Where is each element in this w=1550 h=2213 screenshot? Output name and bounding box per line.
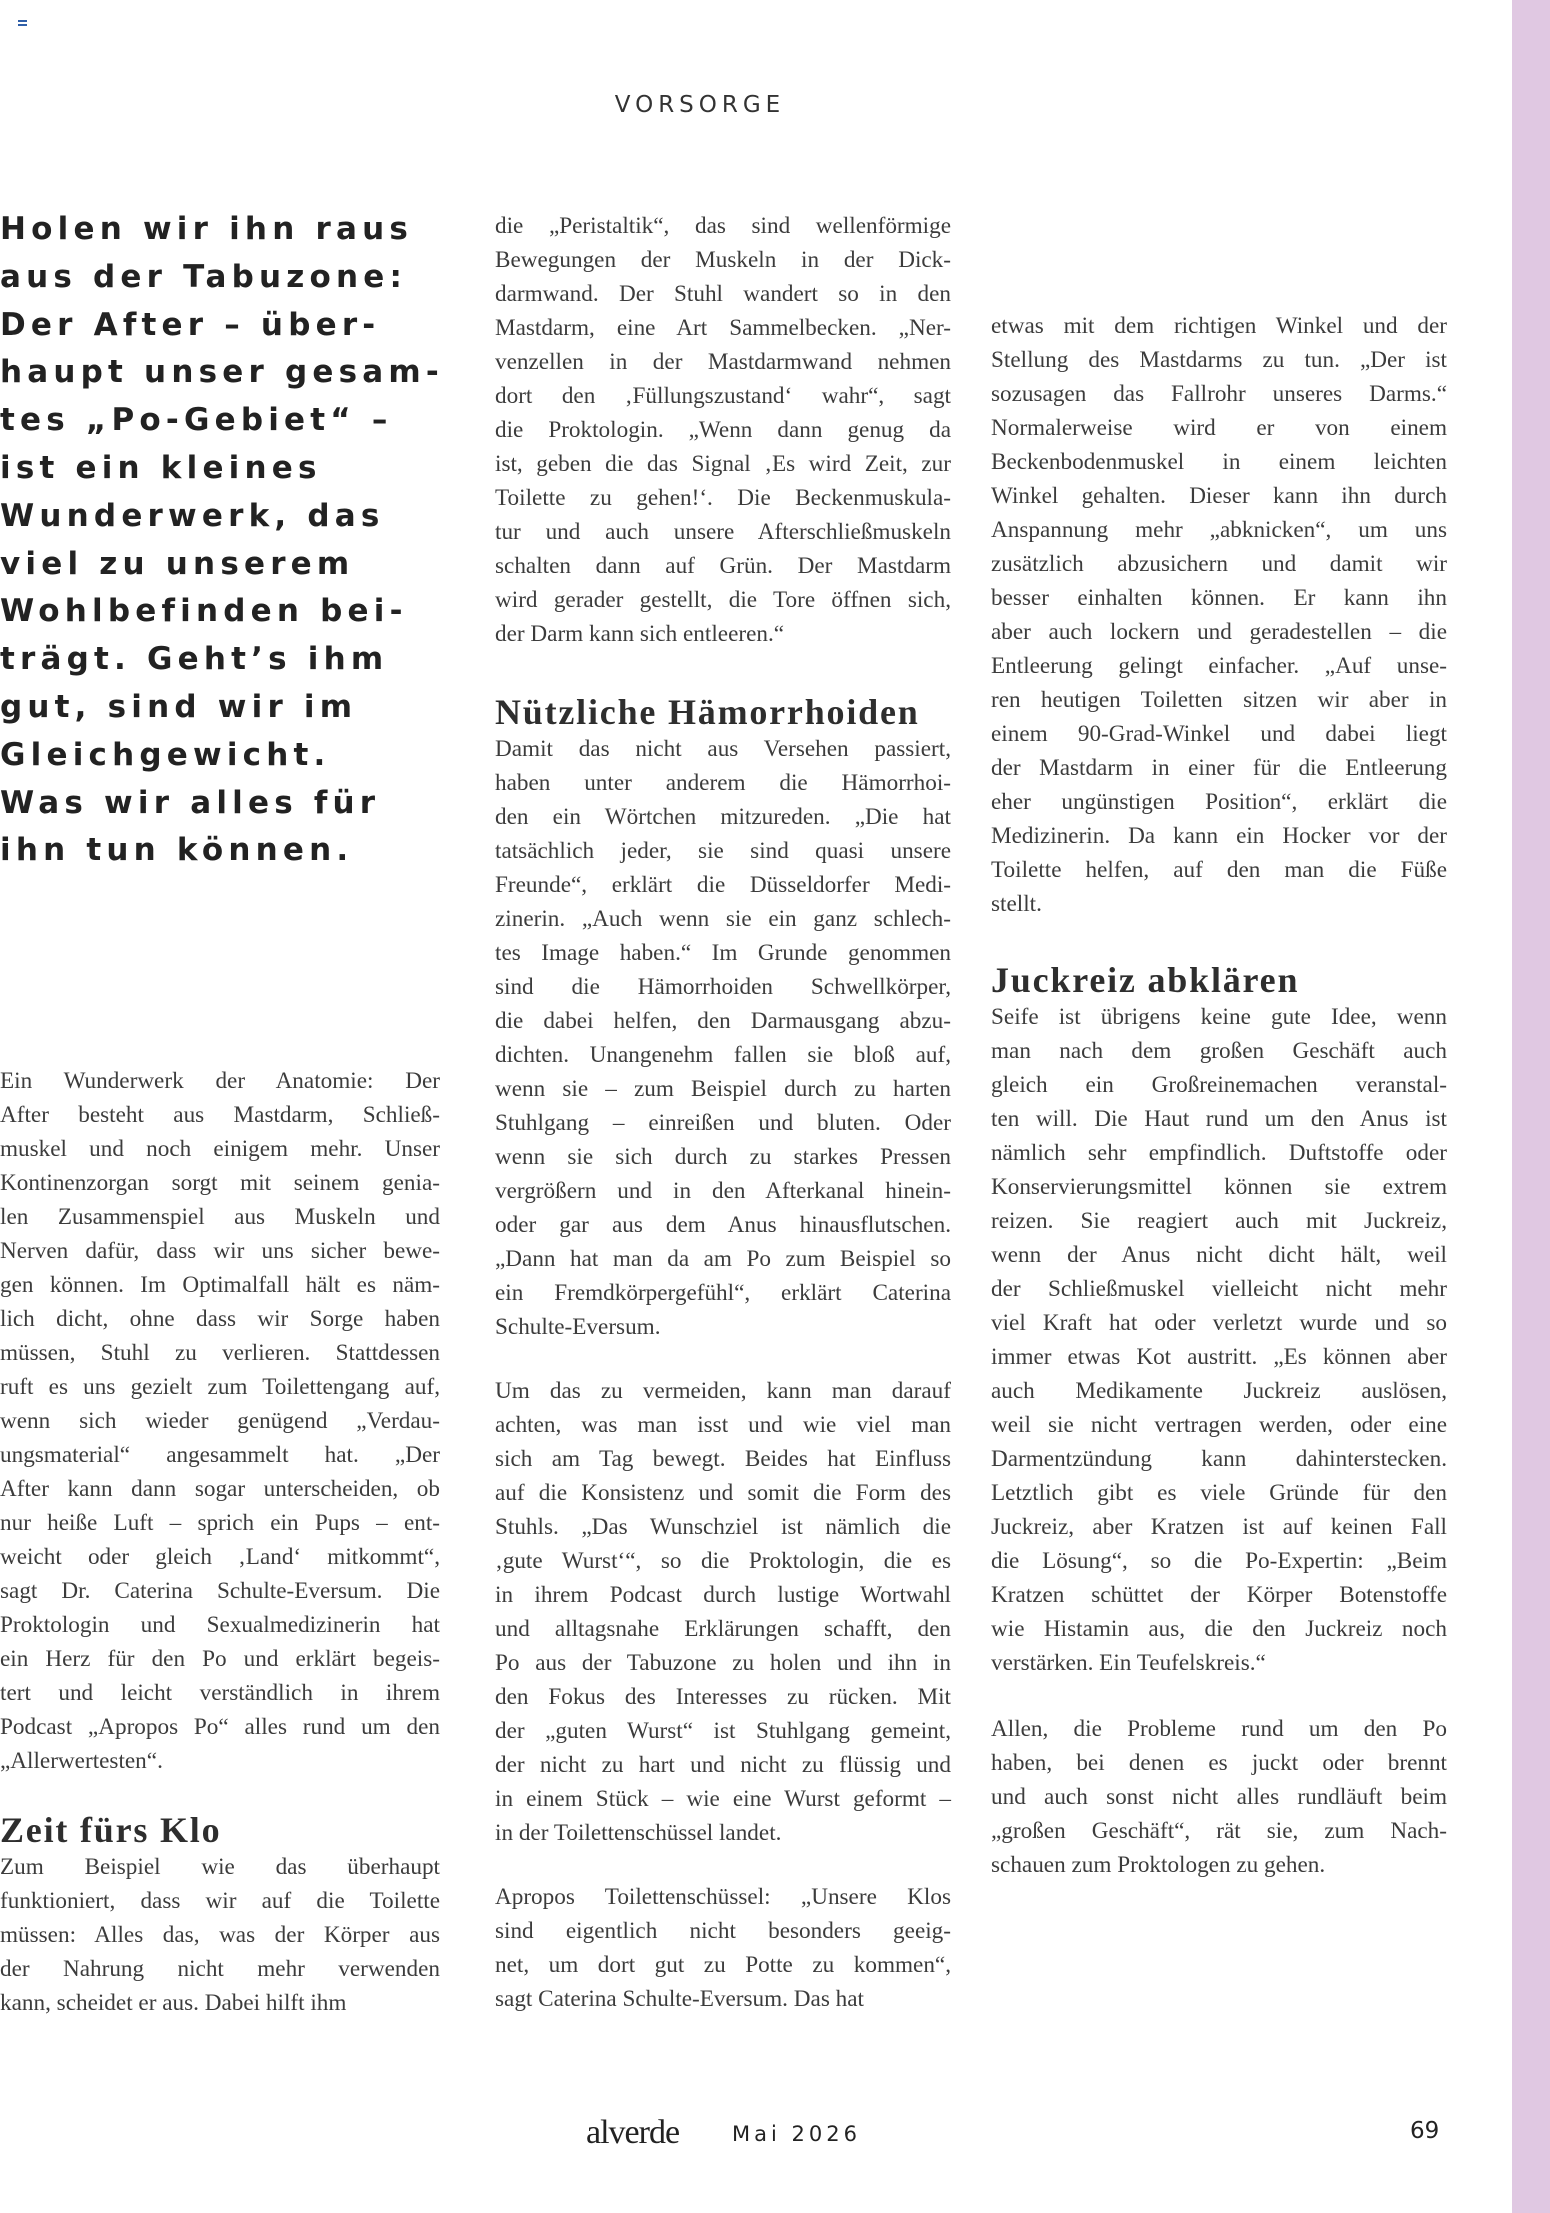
text-line: Proktologin und Sexualmedizinerin hat xyxy=(0,1612,440,1638)
text-line: venzellen in der Mastdarmwand nehmen xyxy=(495,349,951,375)
text-line: man nach dem großen Geschäft auch xyxy=(991,1038,1447,1064)
text-line: trägt. Geht’s ihm xyxy=(0,641,389,678)
text-line: Darmentzündung kann dahinterstecken. xyxy=(991,1446,1447,1472)
text-line: ist, geben die das Signal ‚Es wird Zeit, zur xyxy=(495,451,951,477)
text-line: Mastdarm, eine Art Sammelbecken. „Ner- xyxy=(495,315,951,341)
text-line: muskel und noch einigem mehr. Unser xyxy=(0,1136,440,1162)
text-line: Medizinerin. Da kann ein Hocker vor der xyxy=(991,823,1447,849)
text-line: haupt unser gesam- xyxy=(0,354,444,391)
text-line: auf die Konsistenz und somit die Form des xyxy=(495,1480,951,1506)
text-line: den Fokus des Interesses zu rücken. Mit xyxy=(495,1684,951,1710)
text-line: Seife ist übrigens keine gute Idee, wenn xyxy=(991,1004,1447,1030)
text-line: der Darm kann sich entleeren.“ xyxy=(495,621,785,647)
text-line: Stuhlgang – einreißen und bluten. Oder xyxy=(495,1110,951,1136)
text-line: achten, was man isst und wie viel man xyxy=(495,1412,951,1438)
text-line: einem 90-Grad-Winkel und dabei liegt xyxy=(991,721,1447,747)
text-line: wenn sie sich durch zu starkes Pressen xyxy=(495,1144,951,1170)
text-line: ihn tun können. xyxy=(0,832,354,869)
text-line: sagt Dr. Caterina Schulte-Eversum. Die xyxy=(0,1578,440,1604)
text-line: net, um dort gut zu Potte zu kommen“, xyxy=(495,1952,951,1978)
text-line: der nicht zu hart und nicht zu flüssig und xyxy=(495,1752,951,1778)
text-line: kann, scheidet er aus. Dabei hilft ihm xyxy=(0,1990,347,2016)
text-line: Kratzen schüttet der Körper Botenstoffe xyxy=(991,1582,1447,1608)
text-line: ren heutigen Toiletten sitzen wir aber in xyxy=(991,687,1447,713)
text-line: schauen zum Proktologen zu gehen. xyxy=(991,1852,1326,1878)
text-line: len Zusammenspiel aus Muskeln und xyxy=(0,1204,440,1230)
text-line: in einem Stück – wie eine Wurst geformt – xyxy=(495,1786,951,1812)
text-line: ist ein kleines xyxy=(0,449,322,486)
text-line: tur und auch unsere Afterschließmuskeln xyxy=(495,519,951,545)
text-line: Holen wir ihn raus xyxy=(0,211,413,247)
col2-para3 xyxy=(495,1880,951,2016)
text-line: sagt Caterina Schulte-Eversum. Das hat xyxy=(495,1986,864,2012)
text-line: gen können. Im Optimalfall hält es näm- xyxy=(0,1272,440,1298)
menu-icon xyxy=(18,20,27,26)
col2-para2 xyxy=(495,1374,951,1850)
text-line: tatsächlich jeder, sie sind quasi unsere xyxy=(495,838,951,864)
text-line: weil sie nicht vertragen werden, oder eine xyxy=(991,1412,1447,1438)
text-line: Um das zu vermeiden, kann man darauf xyxy=(495,1378,951,1404)
text-line: etwas mit dem richtigen Winkel und der xyxy=(991,313,1447,339)
text-line: ‚gute Wurst‘“, so die Proktologin, die es xyxy=(495,1548,951,1574)
text-line: Winkel gehalten. Dieser kann ihn durch xyxy=(991,483,1447,509)
text-line: müssen: Alles das, was der Körper aus xyxy=(0,1922,440,1948)
col2-para1 xyxy=(495,732,951,1344)
text-line: der Nahrung nicht mehr verwenden xyxy=(0,1956,440,1982)
text-line: sind eigentlich nicht besonders geeig- xyxy=(495,1918,951,1944)
text-line: nur heiße Luft – sprich ein Pups – ent- xyxy=(0,1510,440,1536)
side-color-bar xyxy=(1512,0,1550,2213)
text-line: Po aus der Tabuzone zu holen und ihn in xyxy=(495,1650,951,1676)
text-line: dort den ‚Füllungszustand‘ wahr“, sagt xyxy=(495,383,951,409)
text-line: sind die Hämorrhoiden Schwellkörper, xyxy=(495,974,951,1000)
col3-para2 xyxy=(991,1712,1447,1882)
text-line: müssen, Stuhl zu verlieren. Stattdessen xyxy=(0,1340,440,1366)
text-line: wenn sie – zum Beispiel durch zu harten xyxy=(495,1076,951,1102)
text-line: Toilette zu gehen!‘. Die Beckenmuskula- xyxy=(495,485,951,511)
text-line: Apropos Toilettenschüssel: „Unsere Klos xyxy=(495,1884,951,1910)
text-line: Schulte-Eversum. xyxy=(495,1314,661,1340)
text-line: Zum Beispiel wie das überhaupt xyxy=(0,1854,440,1880)
text-line: wie Histamin aus, die den Juckreiz noch xyxy=(991,1616,1447,1642)
text-line: verstärken. Ein Teufelskreis.“ xyxy=(991,1650,1266,1676)
text-line: Toilette helfen, auf den man die Füße xyxy=(991,857,1447,883)
text-line: „Allerwertesten“. xyxy=(0,1748,163,1774)
text-line: ungsmaterial“ angesammelt hat. „Der xyxy=(0,1442,440,1468)
text-line: die dabei helfen, den Darmausgang abzu- xyxy=(495,1008,951,1034)
text-line: besser einhalten können. Er kann ihn xyxy=(991,585,1447,611)
text-line: viel Kraft hat oder verletzt wurde und so xyxy=(991,1310,1447,1336)
text-line: Gleichgewicht. xyxy=(0,736,331,773)
text-line: After kann dann sogar unterscheiden, ob xyxy=(0,1476,440,1502)
text-line: nämlich sehr empfindlich. Duftstoffe oder xyxy=(991,1140,1447,1166)
text-line: ruft es uns gezielt zum Toilettengang auf, xyxy=(0,1374,440,1400)
heading-nuetzliche-haemorrhoiden: Nützliche Hämorrhoiden xyxy=(495,692,920,732)
text-line: die Proktologin. „Wenn dann genug da xyxy=(495,417,951,443)
text-line: Stellung des Mastdarms zu tun. „Der ist xyxy=(991,347,1447,373)
text-line: haben unter anderem die Hämorrhoi- xyxy=(495,770,951,796)
text-line: aus der Tabuzone: xyxy=(0,258,408,295)
footer-brand-logo: alverde xyxy=(586,2114,680,2151)
text-line: Ein Wunderwerk der Anatomie: Der xyxy=(0,1068,440,1094)
text-line: der Mastdarm in einer für die Entleerung xyxy=(991,755,1447,781)
text-line: Stuhls. „Das Wunschziel ist nämlich die xyxy=(495,1514,951,1540)
text-line: sich am Tag bewegt. Beides hat Einfluss xyxy=(495,1446,951,1472)
text-line: Der After – über- xyxy=(0,306,381,343)
text-line: Entleerung gelingt einfacher. „Auf unse- xyxy=(991,653,1447,679)
text-line: und auch sonst nicht alles rundläuft beim xyxy=(991,1784,1447,1810)
text-line: After besteht aus Mastdarm, Schließ- xyxy=(0,1102,440,1128)
text-line: immer etwas Kot austritt. „Es können aber xyxy=(991,1344,1447,1370)
text-line: ein Herz für den Po und erklärt begeis- xyxy=(0,1646,440,1672)
text-line: aber auch lockern und geradestellen – die xyxy=(991,619,1447,645)
text-line: viel zu unserem xyxy=(0,545,355,582)
text-line: sozusagen das Fallrohr unseres Darms.“ xyxy=(991,381,1447,407)
text-line: Bewegungen der Muskeln in der Dick- xyxy=(495,247,951,273)
text-line: Letztlich gibt es viele Gründe für den xyxy=(991,1480,1447,1506)
text-line: Kontinenzorgan sorgt mit seinem genia- xyxy=(0,1170,440,1196)
text-line: die „Peristaltik“, das sind wellenförmige xyxy=(495,213,951,239)
col3-para1 xyxy=(991,1000,1447,1680)
text-line: oder gar aus dem Anus hinausflutschen. xyxy=(495,1212,951,1238)
text-line: Juckreiz, aber Kratzen ist auf keinen Fall xyxy=(991,1514,1447,1540)
text-line: der „guten Wurst“ ist Stuhlgang gemeint, xyxy=(495,1718,951,1744)
text-line: ein Fremdkörpergefühl“, erklärt Caterina xyxy=(495,1280,951,1306)
footer-issue-date: Mai 2026 xyxy=(732,2122,861,2146)
text-line: Wunderwerk, das xyxy=(0,497,385,534)
text-line: tes Image haben.“ Im Grunde genommen xyxy=(495,940,951,966)
page-number: 69 xyxy=(1410,2118,1440,2144)
text-line: stellt. xyxy=(991,891,1042,917)
text-line: Wohlbefinden bei- xyxy=(0,593,408,630)
heading-juckreiz-abklaeren: Juckreiz abklären xyxy=(991,960,1300,1000)
text-line: Beckenbodenmuskel in einem leichten xyxy=(991,449,1447,475)
text-line: Konservierungsmittel können sie extrem xyxy=(991,1174,1447,1200)
text-line: Normalerweise wird er von einem xyxy=(991,415,1447,441)
text-line: „Dann hat man da am Po zum Beispiel so xyxy=(495,1246,951,1272)
text-line: Nerven dafür, dass wir uns sicher bewe- xyxy=(0,1238,440,1264)
text-line: zinerin. „Auch wenn sie ein ganz schlech- xyxy=(495,906,951,932)
text-line: haben, bei denen es juckt oder brennt xyxy=(991,1750,1447,1776)
text-line: Podcast „Apropos Po“ alles rund um den xyxy=(0,1714,440,1740)
text-line: vergrößern und in den Afterkanal hinein- xyxy=(495,1178,951,1204)
text-line: in der Toilettenschüssel landet. xyxy=(495,1820,782,1846)
intro-teaser xyxy=(0,206,460,875)
text-line: Damit das nicht aus Versehen passiert, xyxy=(495,736,951,762)
text-line: ten will. Die Haut rund um den Anus ist xyxy=(991,1106,1447,1132)
text-line: Anspannung mehr „abknicken“, um uns xyxy=(991,517,1447,543)
text-line: und alltagsnahe Erklärungen schafft, den xyxy=(495,1616,951,1642)
col1-continuation xyxy=(0,1850,440,2020)
text-line: funktioniert, dass wir auf die Toilette xyxy=(0,1888,440,1914)
text-line: dichten. Unangenehm fallen sie bloß auf, xyxy=(495,1042,951,1068)
heading-zeit-fuers-klo: Zeit fürs Klo xyxy=(0,1810,222,1850)
text-line: auch Medikamente Juckreiz auslösen, xyxy=(991,1378,1447,1404)
col3-top xyxy=(991,309,1447,921)
section-label: VORSORGE xyxy=(614,92,786,118)
text-line: darmwand. Der Stuhl wandert so in den xyxy=(495,281,951,307)
text-line: der Schließmuskel vielleicht nicht mehr xyxy=(991,1276,1447,1302)
col1-body xyxy=(0,1064,440,1778)
text-line: tert und leicht verständlich in ihrem xyxy=(0,1680,440,1706)
text-line: „großen Geschäft“, rät sie, zum Nach- xyxy=(991,1818,1447,1844)
text-line: gut, sind wir im xyxy=(0,688,358,725)
text-line: wenn der Anus nicht dicht hält, weil xyxy=(991,1242,1447,1268)
text-line: gleich ein Großreinemachen veranstal- xyxy=(991,1072,1447,1098)
text-line: weicht oder gleich ‚Land‘ mitkommt“, xyxy=(0,1544,440,1570)
text-line: den ein Wörtchen mitzureden. „Die hat xyxy=(495,804,951,830)
col2-top xyxy=(495,209,951,651)
text-line: zusätzlich abzusichern und damit wir xyxy=(991,551,1447,577)
text-line: reizen. Sie reagiert auch mit Juckreiz, xyxy=(991,1208,1447,1234)
text-line: Allen, die Probleme rund um den Po xyxy=(991,1716,1447,1742)
text-line: tes „Po-Gebiet“ – xyxy=(0,402,393,439)
text-line: wird gerader gestellt, die Tore öffnen sich, xyxy=(495,587,951,613)
text-line: eher ungünstigen Position“, erklärt die xyxy=(991,789,1447,815)
text-line: in ihrem Podcast durch lustige Wortwahl xyxy=(495,1582,951,1608)
text-line: Freunde“, erklärt die Düsseldorfer Medi- xyxy=(495,872,951,898)
text-line: wenn sich wieder genügend „Verdau- xyxy=(0,1408,440,1434)
text-line: Was wir alles für xyxy=(0,784,381,821)
text-line: schalten dann auf Grün. Der Mastdarm xyxy=(495,553,951,579)
text-line: lich dicht, ohne dass wir Sorge haben xyxy=(0,1306,440,1332)
text-line: die Lösung“, so die Po-Expertin: „Beim xyxy=(991,1548,1447,1574)
